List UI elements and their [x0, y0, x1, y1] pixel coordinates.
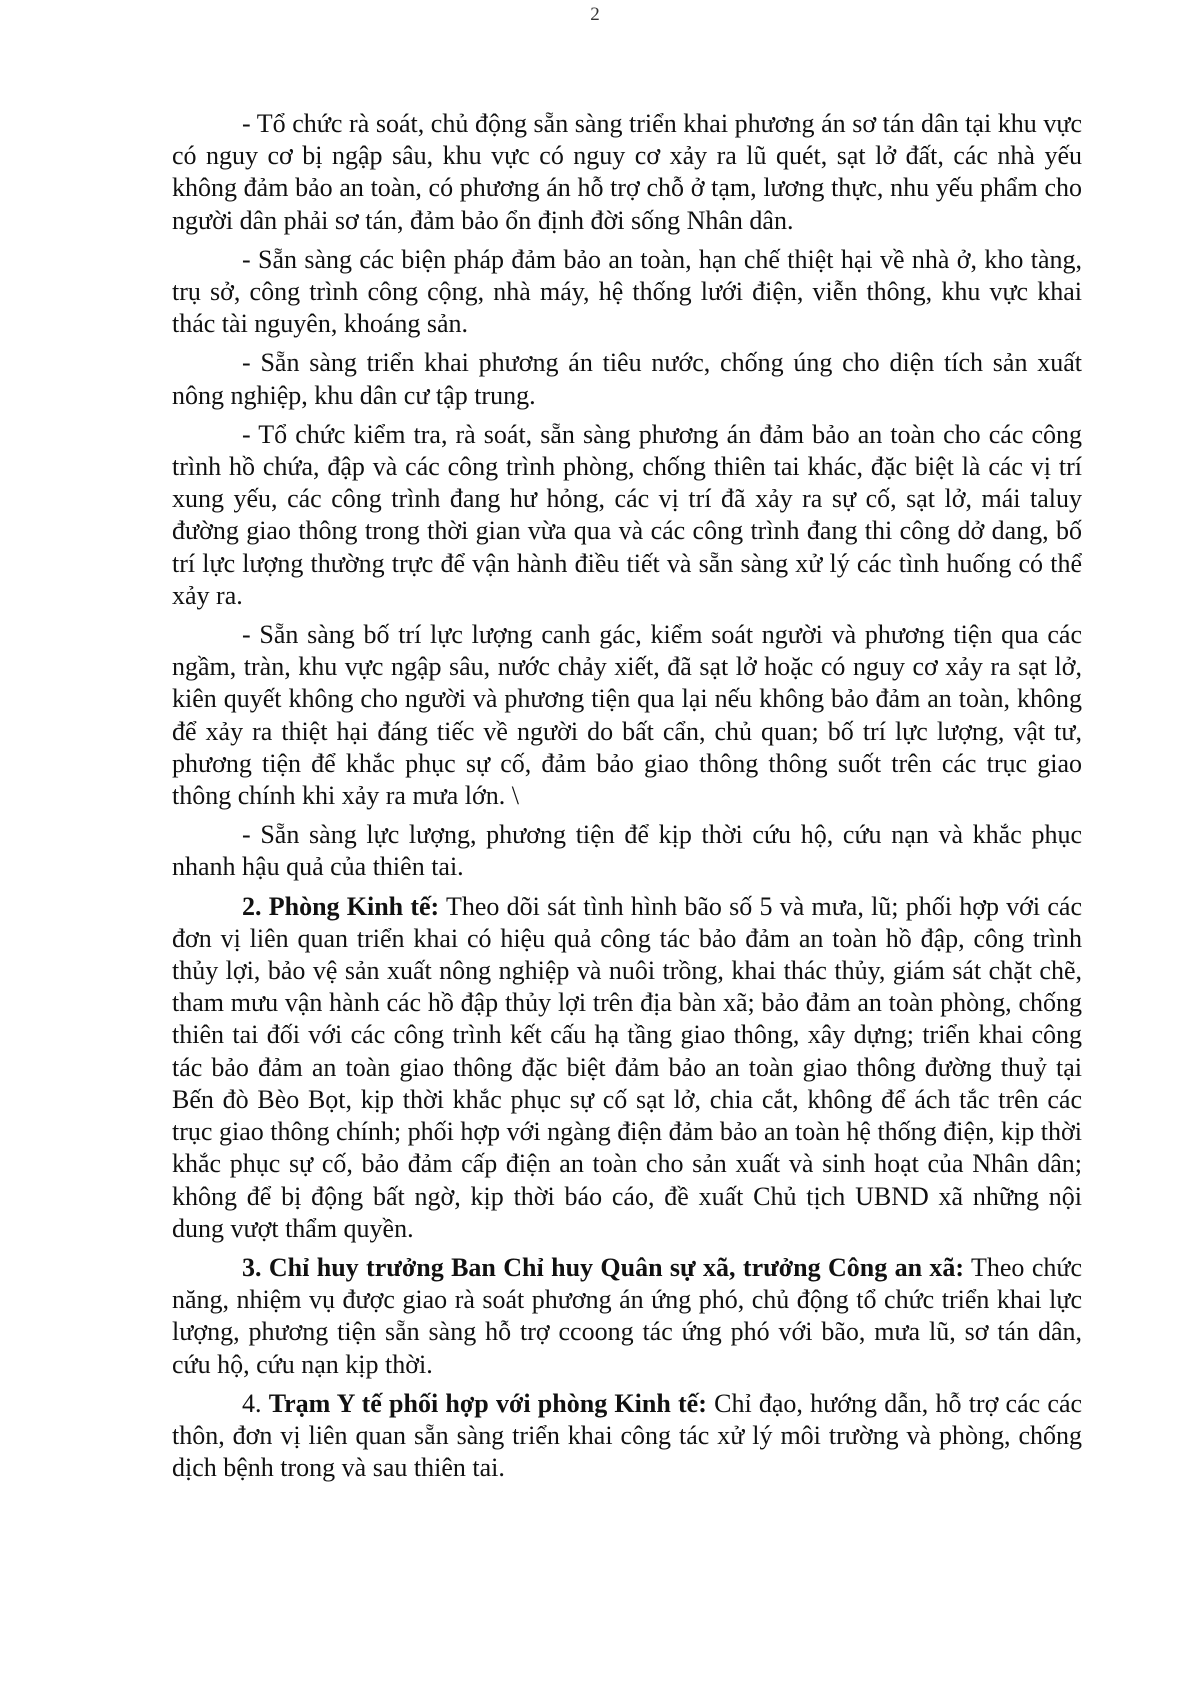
- paragraph-text: Theo chức năng, nhiệm vụ được giao rà soát phương án ứng phó, chủ động tổ chức triển khai lực lượng, phương tiện sẵn sàng hỗ trợ ccoong tác ứng phó với bão, mưa lũ, sơ tán dân, cứu hộ, cứu nạn kịp thời.: [172, 1252, 1082, 1379]
- paragraph-military-police: [172, 1252, 1082, 1381]
- paragraph-text: Theo dõi sát tình hình bão số 5 và mưa, lũ; phối hợp với các đơn vị liên quan triển khai có hiệu quả công tác bảo đảm an toàn hồ đập, công trình thủy lợi, bảo vệ sản xuất nông nghiệp và nuôi trồng, khai thác thủy, giám sát chặt chẽ, tham mưu vận hành các hồ đập thủy lợi trên địa bàn xã; bảo đảm an toàn phòng, chống thiên tai đối với các công trình kết cấu hạ tầng giao thông, xây dựng; triển khai công tác bảo đảm an toàn giao thông đặc biệt đảm bảo an toàn giao thông đường thuỷ tại Bến đò Bèo Bọt, kịp thời khắc phục sự cố sạt lở, chia cắt, không để ách tắc trên các trục giao thông chính; phối hợp với ngàng điện đảm bảo an toàn hệ thống điện, kịp thời khắc phục sự cố, bảo đảm cấp điện an toàn cho sản xuất và sinh hoạt của Nhân dân; không để bị động bất ngờ, kịp thời báo cáo, đề xuất Chủ tịch UBND xã những nội dung vượt thẩm quyền.: [172, 891, 1083, 1243]
- paragraph-number: 4.: [242, 1388, 269, 1418]
- paragraph-text: - Sẵn sàng bố trí lực lượng canh gác, kiểm soát người và phương tiện qua các ngầm, tràn, khu vực ngập sâu, nước chảy xiết, đã sạt lở hoặc có nguy cơ xảy ra sạt lở, kiên quyết không cho người và phương tiện qua lại nếu không bảo đảm an toàn, không để xảy ra thiệt hại đáng tiếc về người do bất cẩn, chủ quan; bố trí lực lượng, vật tư, phương tiện để khắc phục sự cố, đảm bảo giao thông thông suốt trên các trục giao thông chính khi xảy ra mưa lớn. \: [172, 620, 1082, 811]
- paragraph-heading: 3. Chỉ huy trưởng Ban Chỉ huy Quân sự xã, trưởng Công an xã:: [242, 1252, 965, 1282]
- paragraph-drainage: [172, 347, 1082, 411]
- paragraph-evacuation-plan: [172, 108, 1082, 237]
- page-number: 2: [590, 4, 600, 25]
- paragraph-economic-department: [172, 891, 1082, 1245]
- paragraph-text: - Sẵn sàng lực lượng, phương tiện để kịp thời cứu hộ, cứu nạn và khắc phục nhanh hậu quả của thiên tai.: [172, 820, 1082, 882]
- paragraph-reservoir-safety: [172, 419, 1082, 612]
- paragraph-text: - Sẵn sàng triển khai phương án tiêu nước, chống úng cho diện tích sản xuất nông nghiệp, khu dân cư tập trung.: [172, 348, 1082, 410]
- paragraph-traffic-control: [172, 619, 1082, 812]
- paragraph-text: - Tổ chức kiểm tra, rà soát, sẵn sàng phương án đảm bảo an toàn cho các công trình hồ chứa, đập và các công trình phòng, chống thiên tai khác, đặc biệt là các vị trí xung yếu, các công trình đang hư hỏng, các vị trí đã xảy ra sự cố, sạt lở, mái taluy đường giao thông trong thời gian vừa qua và các công trình đang thi công dở dang, bố trí lực lượng thường trực để vận hành điều tiết và sẵn sàng xử lý các tình huống có thể xảy ra.: [172, 419, 1082, 610]
- paragraph-health-station: [172, 1388, 1082, 1485]
- paragraph-text: - Sẵn sàng các biện pháp đảm bảo an toàn, hạn chế thiệt hại về nhà ở, kho tàng, trụ sở, công trình công cộng, nhà máy, hệ thống lưới điện, viễn thông, khu vực khai thác tài nguyên, khoáng sản.: [172, 244, 1082, 339]
- paragraph-heading: Trạm Y tế phối hợp với phòng Kinh tế:: [268, 1388, 707, 1418]
- paragraph-damage-limitation: [172, 244, 1082, 341]
- paragraph-text: Chỉ đạo, hướng dẫn, hỗ trợ các các thôn, đơn vị liên quan sẵn sàng triển khai công tác xử lý môi trường và phòng, chống dịch bệnh trong và sau thiên tai.: [172, 1388, 1083, 1483]
- paragraph-heading: 2. Phòng Kinh tế:: [242, 891, 440, 921]
- document-body: [172, 108, 1082, 1491]
- paragraph-rescue-forces: [172, 819, 1082, 883]
- paragraph-text: - Tổ chức rà soát, chủ động sẵn sàng triển khai phương án sơ tán dân tại khu vực có nguy cơ bị ngập sâu, khu vực có nguy cơ xảy ra lũ quét, sạt lở đất, các nhà yếu không đảm bảo an toàn, có phương án hỗ trợ chỗ ở tạm, lương thực, nhu yếu phẩm cho người dân phải sơ tán, đảm bảo ổn định đời sống Nhân dân.: [172, 109, 1082, 235]
